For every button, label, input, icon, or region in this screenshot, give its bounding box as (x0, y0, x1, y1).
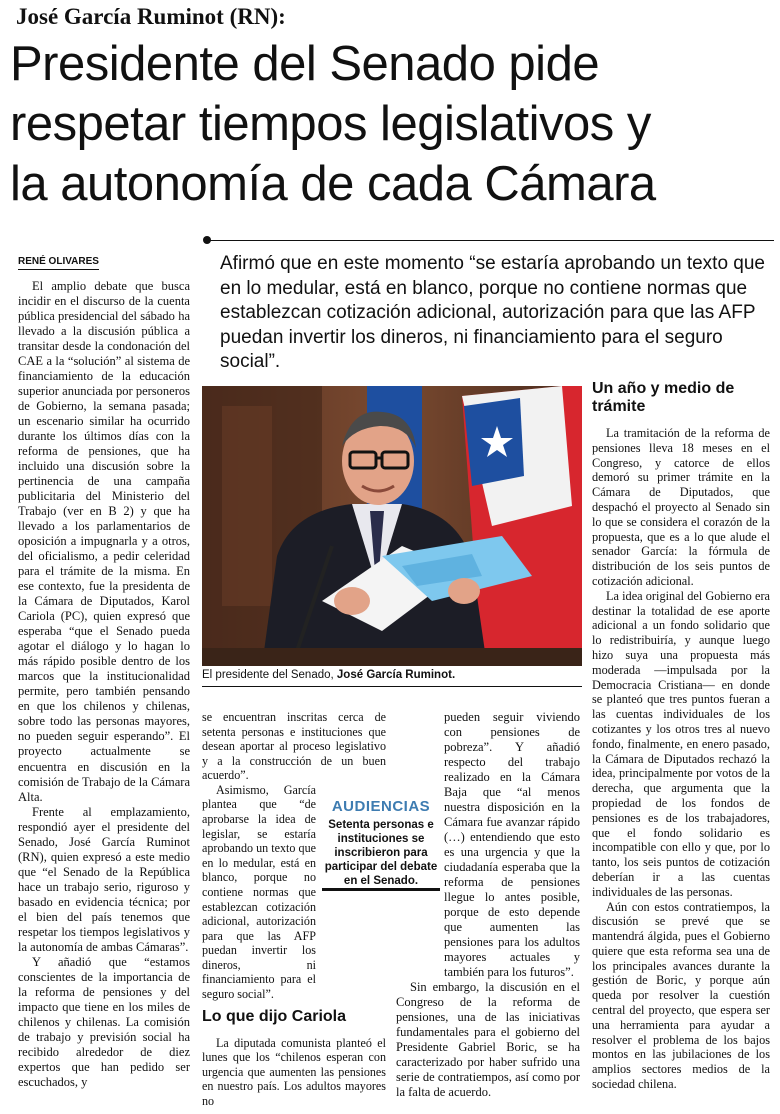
box-text: Setenta personas e instituciones se inscribieron para participar del debate en el Senado. (324, 819, 438, 887)
paragraph: pueden seguir viviendo con pensiones de pobreza”. Y añadió respecto del trabajo realizado en la Cámara Baja que “al menos nuestra disposición en la Cámara fue avanzar rápido (…) entendiendo que esto es una urgencia y que la ciudadanía esperaba que la reforma de pensiones llegue lo antes posible, porque de esto depende que aumenten las pensiones para los adultos mayores actuales y también para los futuros”. (444, 710, 580, 980)
paragraph: La tramitación de la reforma de pensiones lleva 18 meses en el Congreso, y catorce de ellos demoró su primer trámite en la Cámara de Diputados, que despachó el proyecto al Senado sin lo que se considera el corazón de la propuesta, que es a lo que alude el senador García: la fórmula de distribución de los seis puntos de cotización adicional. (592, 426, 770, 588)
paragraph: Asimismo, García plantea que “de aprobarse la idea de legislar, se estaría aprobando un texto que en lo medular, está en blanco, porque no contiene normas que establezcan cotización adicional, autorización para que las AFP puedan invertir los dineros, ni financiamiento para el seguro social”. (202, 782, 316, 1001)
paragraph: El amplio debate que busca incidir en el discurso de la cuenta pública presidencial del sábado ha llevado a la discusión pública a transitar desde la condonación del CAE a la “solución” al sistema de financiamiento de la educación superior anunciada por personeros de Gobierno, la semana pasada; un escenario similar ha ocurrido durante los últimos días con la reforma de pensiones, que ha incluido una discusión sobre la pertinencia de una campaña publicitaria del Ministerio del Trabajo (ver en B 2) y que ha llevado a los parlamentarios de oposición a impugnarla y a otros, del oficialismo, a pedir celeridad para el trámite de la misma. En ese contexto, fue la presidenta de la Cámara de Diputados, Karol Cariola (PC), quien expresó que esperaba “que el Senado pueda agotar el diálogo y lo hagan lo más rápido posible dentro de los marcos que la institucionalidad permite, pero también pensando en que los chilenos y chilenas, sobre todo las personas mayores, no pueden seguir esperando”. El proyecto actualmente se encuentra en discusión en la comisión de Trabajo de la Cámara Alta. (18, 279, 190, 804)
caption-name: José García Ruminot. (336, 669, 456, 681)
headline-line: Presidente del Senado pide (10, 37, 600, 91)
audiencias-box (322, 796, 440, 891)
byline: RENÉ OLIVARES (18, 256, 99, 270)
headline-line: la autonomía de cada Cámara (10, 157, 656, 211)
headline (10, 34, 774, 214)
column-2 (202, 710, 386, 1108)
column-4 (592, 380, 770, 1092)
kicker: José García Ruminot (RN): (16, 4, 286, 29)
photo-caption (202, 668, 582, 687)
paragraph: Y añadió que “estamos conscientes de la importancia de la reforma de pensiones y del impacto que tiene en los miles de chilenos y chilenas. La comisión de trabajo y previsión social ha recibido alrededor de diez expertos que han pedido ser escuchados, y (18, 954, 190, 1089)
paragraph: La idea original del Gobierno era destinar la totalidad de ese aporte adicional a un fondo solidario que lo redistribuiría, y aunque luego hizo suya una propuesta más moderada —impulsada por la Democracia Cristiana— en donde se planteó que tres puntos fueran a las cuentas individuales de los cotizantes y los otros tres al nuevo fondo, finalmente, en enero pasado, la Cámara de Diputados rechazó la idea, principalmente por votos de la derecha, que argumenta que la propiedad de los fondos de pensiones es de los trabajadores, que el fondo solidario es incompatible con ello y que, por lo tanto, los seis puntos de cotización deberían ir a las cuentas individuales de las personas. (592, 588, 770, 899)
paragraph: Aún con estos contratiempos, la discusión se prevé que se mantendrá álgida, pues el Gobierno quiere que esta reforma sea una de los principales avances durante la gestión de Boric, y porque aún queda por resolver la cuestión central del proyecto, que espera ser una herramienta para ayudar a resolver el problema de los bajos montos en las jubilaciones de los amplios sectores medios de la sociedad chilena. (592, 899, 770, 1092)
paragraph: Frente al emplazamiento, respondió ayer el presidente del Senado, José García Ruminot (RN), quien expresó a este medio que “el Senado de la República hace un trabajo serio, riguroso y basado en evidencia técnica; por el bien del país tenemos que respetar los tiempos legislativos y la autonomía de ambas Cámaras”. (18, 804, 190, 954)
subhead-cariola: Lo que dijo Cariola (202, 1007, 347, 1025)
divider-rule (209, 240, 774, 241)
paragraph: se encuentran inscritas cerca de setenta personas e instituciones que desean aportar al proceso legislativo y a la construcción de un buen acuerdo”. (202, 710, 386, 783)
subhead-tramite: Un año y medio de trámite (592, 380, 735, 415)
paragraph: La diputada comunista planteó el lunes que los “chilenos esperan con urgencia que aumenten las pensiones en nuestro país. Los adultos mayores no (202, 1035, 386, 1108)
caption-text: El presidente del Senado, (202, 669, 337, 681)
paragraph: Sin embargo, la discusión en el Congreso de la reforma de pensiones, una de las iniciativas fundamentales para el gobierno del Presidente Gabriel Boric, se ha caracterizado por haber sufrido una serie de contratiempos, así como por la falta de acuerdo. (396, 980, 580, 1100)
box-title: AUDIENCIAS (331, 798, 431, 815)
column-3 (396, 710, 580, 1100)
column-1 (18, 279, 190, 1090)
senate-president-photo (202, 386, 582, 666)
pull-quote: Afirmó que en este momento “se estaría aprobando un texto que en lo medular, está en blanco, porque no contiene normas que establezcan cotización adicional, autorización para que las AFP puedan invertir los dineros, ni financiamiento para el seguro social”. (220, 253, 765, 372)
headline-line: respetar tiempos legislativos y (10, 97, 651, 151)
